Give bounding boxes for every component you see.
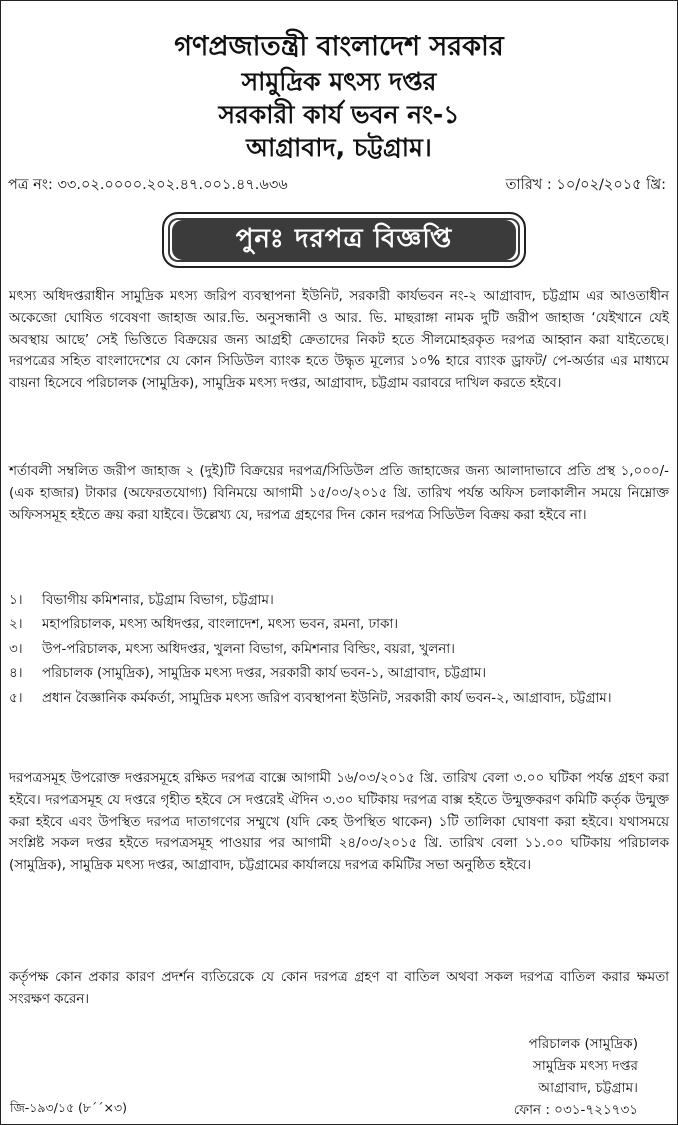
list-item	[9, 638, 669, 662]
signature-department: সামুদ্রিক মৎস্য দপ্তর	[532, 1058, 638, 1074]
list-item-text: উপ-পরিচালক, মৎস্য অধিদপ্তর, খুলনা বিভাগ, কমিশনার বিল্ডিং, বয়রা, খুলনা।	[42, 641, 455, 657]
list-item-number: ১।	[9, 593, 23, 608]
list-item-number: ৫।	[9, 690, 23, 706]
memo-number: পত্র নং: ৩৩.০২.০০০০.২০২.৪৭.০০১.৪৭.৬৩৬	[8, 177, 288, 193]
phone-number: ফোন : ০৩১-৭২১৭৩১	[513, 1102, 638, 1118]
list-item-text: পরিচালক (সামুদ্রিক), সামুদ্রিক মৎস্য দপ্তর, সরকারী কার্য ভবন-১, আগ্রাবাদ, চট্টগ্রাম।	[42, 666, 487, 682]
office-list	[9, 589, 669, 711]
paragraph-schedule-purchase: শর্তাবলী সম্বলিত জরীপ জাহাজ ২ (দুই)টি বিক্রয়ের দরপত্র/সিডিউল প্রতি জাহাজের জন্য আলাদাভাবে প্রতি প্রস্থ ১,০০০/- (এক হাজার) টাকার (অফেরতযোগ্য) বিনিময়ে আগামী ১৫/০৩/২০১৫ খ্রি. তারিখ পর্যন্ত অফিস চলাকালীন সময়ে নিম্নোক্ত অফিসসমূহ হইতে ক্রয় করা যাইবে। উল্লেখ্য যে, দরপত্র গ্রহণের দিন কোন দরপত্র সিডিউল বিক্রয় করা হইবে না।	[9, 464, 669, 523]
paragraph-tender-call: মৎস্য অধিদপ্তরাধীন সামুদ্রিক মৎস্য জরিপ ব্যবস্থাপনা ইউনিট, সরকারী কার্যভবন নং-২ আগ্রাবাদ, চট্টগ্রাম এর আওতাধীন অকেজো ঘোষিত গবেষণা জাহাজ আর.ভি. অনুসন্ধানী ও আর. ভি. মাছরাঙ্গা নামক দুটি জরীপ জাহাজ ‘যেইখানে যেই অবস্থায় আছে’ সেই ভিত্তিতে বিক্রয়ের জন্য আগ্রহী ক্রেতাদের নিকট হতে সীলমোহরকৃত দরপত্র আহ্বান করা যাইতেছে। দরপত্রের সহিত বাংলাদেশের যে কোন সিডিউল ব্যাংক হতে উদ্ধৃত মূল্যের ১০% হারে ব্যাংক ড্রাফট/ পে-অর্ডার এর মাধ্যমে বায়না হিসেবে পরিচালক (সামুদ্রিক), সামুদ্রিক মৎস্য দপ্তর, আগ্রাবাদ, চট্টগ্রাম বরাবরে দাখিল করতে হইবে।	[9, 289, 669, 392]
paragraph-authority-rights: কর্তৃপক্ষ কোন প্রকার কারণ প্রদর্শন ব্যতিরেকে যে কোন দরপত্র গ্রহণ বা বাতিল অথবা সকল দরপত্র বাতিল করার ক্ষমতা সংরক্ষণ করেন।	[9, 970, 669, 1007]
signature-address: আগ্রাবাদ, চট্টগ্রাম।	[538, 1080, 638, 1096]
notice-date: তারিখ : ১০/০২/২০১৫ খ্রি:	[505, 177, 666, 193]
list-item-number: ৪।	[9, 666, 23, 682]
paragraph-submission-opening: দরপত্রসমূহ উপরোক্ত দপ্তরসমূহে রক্ষিত দরপত্র বাক্সে আগামী ১৬/০৩/২০১৫ খ্রি. তারিখ বেলা ৩.০০ ঘটিকা পর্যন্ত গ্রহণ করা হইবে। দরপত্রসমূহ যে দপ্তরে গৃহীত হইবে সে দপ্তরেই ঐদিন ৩.৩০ ঘটিকায় দরপত্র বাক্স হইতে উন্মুক্তকরণ কমিটি কর্তৃক উন্মুক্ত করা হইবে এবং উপস্থিত দরপত্র দাতাগণের সম্মুখে (যদি কেহ উপস্থিত থাকেন) ১টি তালিকা ঘোষণা করা হইবে। যথাসময়ে সংশ্লিষ্ট সকল দপ্তর হইতে দরপত্রসমূহ পাওয়ার পর আগামী ২৪/০৩/২০১৫ খ্রি. তারিখ বেলা ১১.০০ ঘটিকায় পরিচালক (সামুদ্রিক), সামুদ্রিক মৎস্য দপ্তর, আগ্রাবাদ, চট্টগ্রামের কার্যালয়ে দরপত্র কমিটির সভা অনুষ্ঠিত হইবে।	[9, 771, 669, 874]
publication-code: জি-১৯৩/১৫ (৮´´×৩)	[10, 1100, 127, 1115]
list-item	[9, 589, 669, 613]
notice-title-banner	[162, 212, 526, 268]
header-department: সামুদ্রিক মৎস্য দপ্তর	[241, 67, 437, 96]
header-location: আগ্রাবাদ, চট্টগ্রাম।	[246, 133, 432, 162]
list-item-text: বিভাগীয় কমিশনার, চট্টগ্রাম বিভাগ, চট্টগ্রাম।	[42, 593, 274, 608]
list-item-text: প্রধান বৈজ্ঞানিক কর্মকর্তা, সামুদ্রিক মৎস্য জরিপ ব্যবস্থাপনা ইউনিট, সরকারী কার্য ভবন-২, আগ্রাবাদ, চট্টগ্রাম।	[42, 690, 612, 706]
signature-block	[529, 1033, 638, 1099]
header-government: গণপ্রজাতন্ত্রী বাংলাদেশ সরকার	[174, 31, 504, 62]
header-building: সরকারী কার্য ভবন নং-১	[218, 100, 460, 129]
list-item-text: মহাপরিচালক, মৎস্য অধিদপ্তর, বাংলাদেশ, মৎস্য ভবন, রমনা, ঢাকা।	[42, 617, 399, 633]
list-item-number: ২।	[9, 617, 23, 633]
signature-title: পরিচালক (সামুদ্রিক)	[528, 1036, 638, 1052]
list-item	[9, 662, 669, 686]
list-item-number: ৩।	[9, 641, 23, 657]
list-item	[9, 613, 669, 637]
notice-title: পুনঃ দরপত্র বিজ্ঞপ্তি	[172, 220, 516, 260]
list-item	[9, 687, 669, 711]
